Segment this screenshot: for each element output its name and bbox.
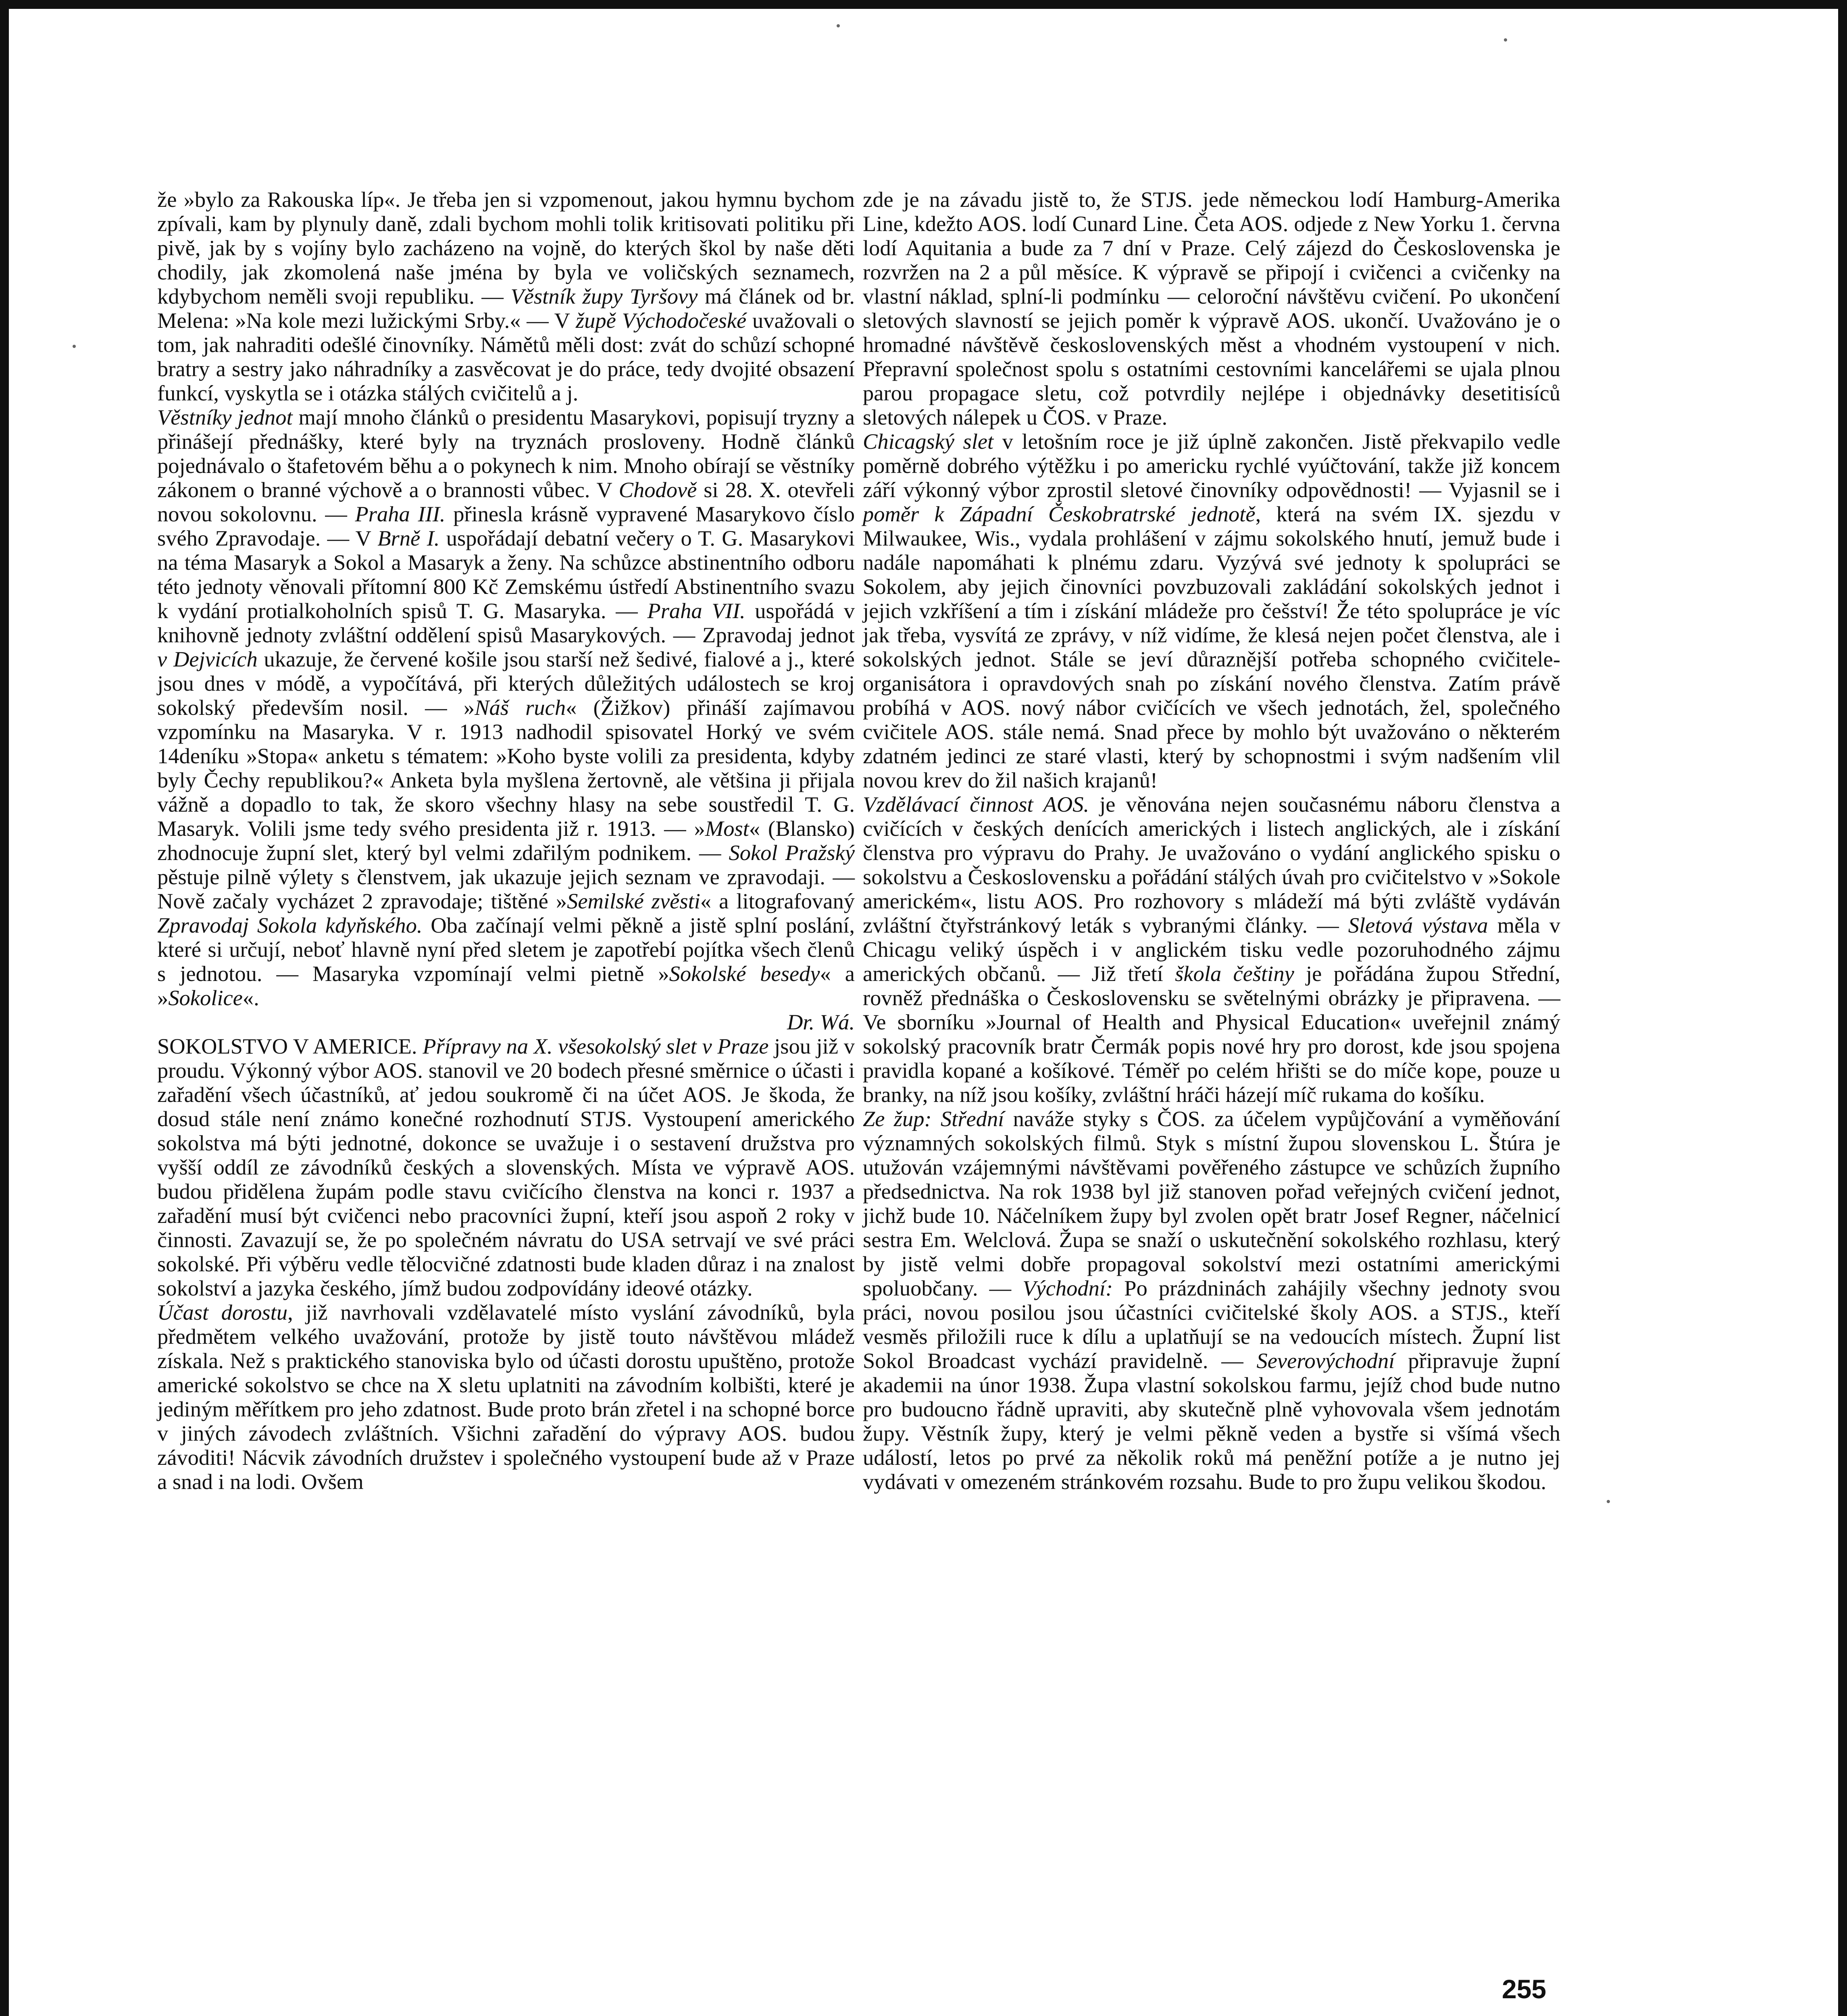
page-number: 255 xyxy=(1502,1974,1547,2004)
paper-speck xyxy=(1504,38,1507,42)
right-column xyxy=(863,187,1560,1494)
left-column xyxy=(157,187,855,1494)
author-signature: Dr. Wá. xyxy=(787,1010,855,1034)
paragraph-chicagsky-slet: Chicagský slet v letošním roce je již úplně zakončen. Jistě překvapilo vedle poměrně dobrého výtěžku i po americku rychlé vyúčtování, takže již koncem září výkonný výbor zprostil sletové činovníky odpovědnosti! — Vyjasnil se i poměr k Západní Českobratrské jednotě, která na svém IX. sjezdu v Milwaukee, Wis., vydala prohlášení v zájmu sokolského hnutí, jemuž bude i nadále napomáhati k plnému zdaru. Vyzývá své jednoty k spolupráci se Sokolem, aby jejich činovníci povzbuzovali zakládání sokolských jednot i jejich vzkříšení a tím i získání mládeže pro češství! Že této spolupráce je víc jak třeba, vysvítá ze zprávy, v níž vidíme, že klesá nejen počet členstva, ale i sokolských jednot. Stále se jeví důraznější potřeba schopného cvičitele-organisátora i opravdových snah po získání nového členstva. Zatím právě probíhá v AOS. nový nábor cvičících ve všech jednotách, žel, společného cvičitele AOS. stále nemá. Snad přece by mohlo být uvažováno o některém zdatném jedinci ze staré vlasti, který by schopnostmi i svým nadšením vlil novou krev do žil našich krajanů! xyxy=(863,429,1561,792)
paragraph-lode: zde je na závadu jistě to, že STJS. jede německou lodí Hamburg-Amerika Line, kdežto AOS. lodí Cunard Line. Četa AOS. odjede z New Yorku 1. června lodí Aquitania a bude za 7 dní v Praze. Celý zájezd do Československa je rozvržen na 2 a půl měsíce. K výpravě se připojí i cvičenci a cvičenky na vlastní náklad, splní-li podmínku — celoroční návštěvu cvičení. Po ukončení sletových slavností se jejich poměr k výpravě AOS. ukončí. Uvažováno je o hromadné návštěvě československých měst a vhodném vystoupení v nich. Přepravní společnost spolu s ostatními cestovními kancelářemi se ujala plnou parou propagace sletu, což potvrdily nejlépe i objednávky desetitisíců sletových nálepek u ČOS. v Praze. xyxy=(863,187,1560,429)
paper-speck xyxy=(1607,1500,1610,1503)
paragraph-intro: že »bylo za Rakouska líp«. Je třeba jen si vzpomenout, jakou hymnu bychom zpívali, kam by plynuly daně, zdali bychom mohli tolik kritisovati politiku při pivě, jak by s vojíny bylo zacházeno na vojně, do kterých škol by naše děti chodily, jak zkomolená naše jména by byla ve voličských seznamech, kdybychom neměli svoji republiku. — Věstník župy Tyršovy má článek od br. Melena: »Na kole mezi lužickými Srby.« — V župě Východočeské uvažovali o tom, jak nahraditi odešlé činovníky. Námětů měli dost: zvát do schůzí schopné bratry a sestry jako náhradníky a zasvěcovat je do práce, tedy dvojité obsazení funkcí, vyskytla se i otázka stálých cvičitelů a j. xyxy=(157,187,855,405)
paper-speck xyxy=(73,345,76,348)
paragraph-sokolstvo-v-americe: SOKOLSTVO V AMERICE. Přípravy na X. všesokolský slet v Praze jsou již v proudu. Výkonný výbor AOS. stanovil ve 20 bodech přesné směrnice o účasti i zařadění všech účastníků, ať jedou soukromě či na účet AOS. Je škoda, že dosud stále není známo konečné rozhodnutí STJS. Vystoupení amerického sokolstva má býti jednotné, dokonce se uvažuje i o sestavení družstva pro vyšší oddíl ze závodníků českých a slovenských. Místa ve výpravě AOS. budou přidělena župám podle stavu cvičícího členstva na konci r. 1937 a zařadění musí být cvičenci nebo pracovníci župní, kteří jsou aspoň 2 roky v činnosti. Zavazují se, že po společném návratu do USA setrvají ve své práci sokolské. Při výběru vedle tělocvičné zdatnosti bude kladen důraz i na znalost sokolství a jazyka českého, jímž budou zodpovídány ideové otázky. xyxy=(157,1034,855,1300)
paper-speck xyxy=(837,24,840,27)
paragraph-ucast-dorostu: Účast dorostu, již navrhovali vzdělavatelé místo vyslání závodníků, byla předmětem velkého uvažování, protože by jistě touto návštěvou mládež získala. Než s praktického stanoviska bylo od účasti dorostu upuštěno, protože americké sokolstvo se chce na X sletu uplatniti na závodním kolbišti, které je jediným měřítkem pro jeho zdatnost. Bude proto brán zřetel i na schopné borce v jiných závodech zvláštních. Všichni zařadění do výpravy AOS. budou závoditi! Nácvik závodních družstev i společného vystoupení bude až v Praze a snad i na lodi. Ovšem xyxy=(157,1300,855,1494)
paragraph-vzdelavaci-cinnost: Vzdělávací činnost AOS. je věnována nejen současnému náboru členstva a cvičících v českých denících amerických i listech anglických, ale i získání členstva pro výpravu do Prahy. Je uvažováno o vydání anglického spisku o sokolstvu a Československu a pořádání stálých úvah pro cvičitelstvo v »Sokole americkém«, listu AOS. Pro rozhovory s mládeží má býti zvláště vydáván zvláštní čtyřstránkový leták s vybranými články. — Sletová výstava měla v Chicagu veliký úspěch i v anglickém tisku vedle pozoruhodného zájmu amerických občanů. — Již třetí škola češtiny je pořádána župou Střední, rovněž přednáška o Československu se světelnými obrázky je připravena. — Ve sborníku »Journal of Health and Physical Education« uveřejnil známý sokolský pracovník bratr Čermák popis nové hry pro dorost, kde jsou spojena pravidla kopané a košíkové. Téměř po celém hřišti se do míče kope, pouze u branky, na níž jsou košíky, zvláštní hráči házejí míč rukama do košíku. xyxy=(863,792,1560,1107)
paragraph-ze-zup: Ze žup: Střední naváže styky s ČOS. za účelem vypůjčování a vyměňování významných sokolských filmů. Styk s místní župou slovenskou L. Štúra je utužován vzájemnými návštěvami pověřeného zástupce ve schůzích župního předsednictva. Na rok 1938 byl již stanoven pořad veřejných cvičení jednot, jichž bude 10. Náčelníkem župy byl zvolen opět bratr Josef Regner, náčelnicí sestra Em. Welclová. Župa se snaží o uskutečnění sokolského rozhlasu, který by jistě velmi dobře propagoval sokolství mezi ostatními americkými spoluobčany. — Východní: Po prázdninách zahájily všechny jednoty svou práci, novou posilou jsou účastníci cvičitelské školy AOS. a STJS., kteří vesměs přiložili ruce k dílu a uplatňují se na vedoucích místech. Župní list Sokol Broadcast vychází pravidelně. — Severovýchodní připravuje župní akademii na únor 1938. Župa vlastní sokolskou farmu, jejíž chod bude nutno pro budoucno řádně upraviti, aby skutečně plně vyhovovala všem jednotám župy. Věstník župy, který je velmi pěkně veden a bystře si všímá všech událostí, letos po prvé za několik roků má peněžní potíže a je nutno jej vydávati v omezeném stránkovém rozsahu. Bude to pro župu velikou škodou. xyxy=(863,1106,1561,1494)
paragraph-vestniky-jednot: Věstníky jednot mají mnoho článků o presidentu Masarykovi, popisují tryzny a přinášejí přednášky, které byly na tryznách prosloveny. Hodně článků pojednávalo o štafetovém běhu a o pokynech k nim. Mnoho obírají se věstníky zákonem o branné výchově a o brannosti vůbec. V Chodově si 28. X. otevřeli novou sokolovnu. — Praha III. přinesla krásně vypravené Masarykovo číslo svého Zpravodaje. — V Brně I. uspořádají debatní večery o T. G. Masarykovi na téma Masaryk a Sokol a Masaryk a ženy. Na schůzce abstinentního odboru této jednoty věnovali přítomní 800 Kč Zemskému ústředí Abstinentního svazu k vydání protialkoholních spisů T. G. Masaryka. — Praha VII. uspořádá v knihovně jednoty zvláštní oddělení spisů Masarykových. — Zpravodaj jednot v Dejvicích ukazuje, že červené košile jsou starší než šedivé, fialové a j., které jsou dnes v módě, a vypočítává, při kterých důležitých událostech se kroj sokolský především nosil. — »Náš ruch« (Žižkov) přináší zajímavou vzpomínku na Masaryka. V r. 1913 nadhodil spisovatel Horký ve svém 14deníku »Stopa« anketu s tématem: »Koho byste volili za presidenta, kdyby byly Čechy republikou?« Anketa byla myšlena žertovně, ale většina ji přijala vážně a dopadlo to tak, že skoro všechny hlasy na sebe soustředil T. G. Masaryk. Volili jsme tedy svého presidenta již r. 1913. — »Most« (Blansko) zhodnocuje župní slet, který byl velmi zdařilým podnikem. — Sokol Pražský pěstuje pilně výlety s členstvem, jak ukazuje jejich seznam ve zpravodaji. — Nově začaly vycházet 2 zpravodaje; tištěné »Semilské zvěsti« a litografovaný Zpravodaj Sokola kdyňského. Oba začínají velmi pěkně a jistě splní poslání, které si určují, neboť hlavně nyní před sletem je zapotřebí pojítka všech členů s jednotou. — Masaryka vzpomínají velmi pietně »Sokolské besedy« a »Sokolice«. xyxy=(157,405,855,1010)
